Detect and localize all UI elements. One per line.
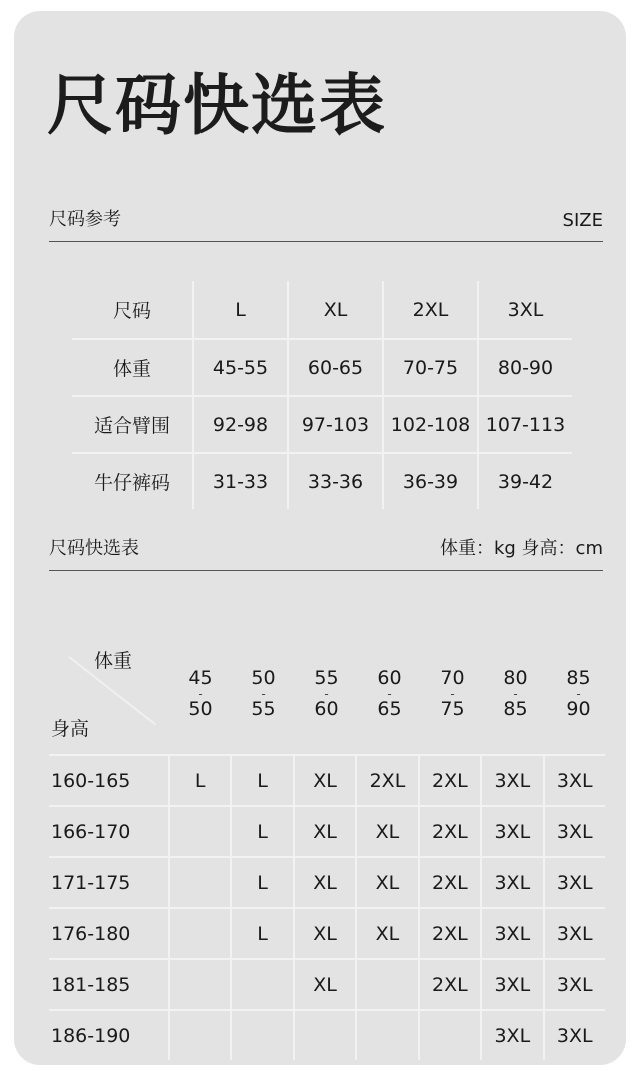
row-label: 尺码 [112,300,151,322]
weight-from: 60 [377,667,402,689]
weight-to: 50 [188,698,213,720]
reference-heading-size: SIZE [562,210,603,231]
weight-to: 90 [566,698,591,720]
size-cell: XL [293,909,355,958]
quick-select-heading [49,536,603,571]
page-title: 尺码快选表 [47,67,387,144]
row-label: 牛仔裤码 [72,452,192,509]
size-cell: L [230,756,292,805]
weight-from: 80 [503,667,528,689]
size-cell: 3XL [480,1011,542,1060]
size-cell: 3XL [543,807,605,856]
weight-to: 85 [503,698,528,720]
size-cell [168,858,230,907]
weight-axis-label: 体重 [94,650,133,672]
height-range: 186-190 [51,1024,131,1047]
size-cell: 3XL [480,858,542,907]
table-cell: 97-103 [287,395,382,452]
size-cell: 2XL [418,756,480,805]
size-cell: 3XL [543,858,605,907]
table-row [49,907,605,958]
quick-select-header [49,616,605,754]
size-cell [230,960,292,1009]
weight-separator: - [261,687,266,701]
table-row [49,805,605,856]
height-range: 166-170 [51,820,131,843]
size-cell: 3XL [543,909,605,958]
table-cell: 36-39 [382,452,477,509]
size-cell: L [230,858,292,907]
size-cell [168,807,230,856]
reference-heading [49,207,603,242]
size-cell: L [168,756,230,805]
row-label: 体重 [72,338,192,395]
table-cell: L [192,281,287,338]
size-cell [168,1011,230,1060]
weight-separator: - [513,687,518,701]
size-cell: XL [293,807,355,856]
size-cell: 3XL [480,909,542,958]
table-cell: 70-75 [382,338,477,395]
table-cell: 60-65 [287,338,382,395]
table-cell: 45-55 [192,338,287,395]
table-row [49,754,605,805]
quick-select-heading-label: 尺码快选表 [49,538,139,559]
size-cell: 3XL [543,1011,605,1060]
weight-from: 85 [566,667,591,689]
height-range: 181-185 [51,973,131,996]
weight-separator: - [387,687,392,701]
size-cell: 2XL [418,909,480,958]
table-cell: 3XL [477,281,572,338]
quick-select-body [49,754,605,1060]
size-cell: L [230,909,292,958]
table-row [72,452,572,509]
weight-column-header [232,668,295,720]
size-cell: 3XL [543,960,605,1009]
size-cell: XL [293,858,355,907]
size-cell: XL [355,807,417,856]
size-chart-card [14,11,626,1065]
weight-separator: - [324,687,329,701]
size-reference-table [72,281,572,509]
table-cell: 107-113 [477,395,572,452]
size-cell: 3XL [480,960,542,1009]
weight-column-header [358,668,421,720]
table-row [72,338,572,395]
size-cell: 2XL [355,756,417,805]
weight-separator: - [576,687,581,701]
size-cell [293,1011,355,1060]
size-cell: XL [293,756,355,805]
weight-from: 70 [440,667,465,689]
size-cell: XL [293,960,355,1009]
size-cell: L [230,807,292,856]
size-cell: 2XL [418,858,480,907]
weight-separator: - [198,687,203,701]
table-row [49,856,605,907]
height-range: 171-175 [51,871,131,894]
weight-from: 50 [251,667,276,689]
table-cell: 31-33 [192,452,287,509]
size-cell [355,960,417,1009]
size-cell: 2XL [418,960,480,1009]
weight-to: 55 [251,698,276,720]
height-range: 176-180 [51,922,131,945]
size-cell: 3XL [543,756,605,805]
table-row [49,958,605,1009]
table-cell: XL [287,281,382,338]
table-cell: 80-90 [477,338,572,395]
table-cell: 33-36 [287,452,382,509]
size-cell [418,1011,480,1060]
height-axis-label: 身高 [51,718,90,740]
weight-column-header [295,668,358,720]
row-label: 适合臂围 [72,395,192,452]
weight-to: 65 [377,698,402,720]
units-note: 体重：kg 身高：cm [439,538,603,559]
size-cell: 3XL [480,807,542,856]
size-cell [168,909,230,958]
weight-to: 75 [440,698,465,720]
table-row [72,395,572,452]
size-cell: 3XL [480,756,542,805]
height-range: 160-165 [51,769,131,792]
size-cell [355,1011,417,1060]
table-row [72,281,572,338]
weight-to: 60 [314,698,339,720]
table-row [49,1009,605,1060]
weight-separator: - [450,687,455,701]
reference-heading-label: 尺码参考 [49,209,121,230]
table-cell: 92-98 [192,395,287,452]
size-cell [230,1011,292,1060]
quick-select-table [49,616,605,1060]
weight-column-header [547,668,610,720]
weight-column-header [169,668,232,720]
table-cell: 102-108 [382,395,477,452]
size-cell: 2XL [418,807,480,856]
weight-from: 45 [188,667,213,689]
size-cell: XL [355,909,417,958]
weight-column-header [421,668,484,720]
weight-from: 55 [314,667,339,689]
size-cell [168,960,230,1009]
table-cell: 39-42 [477,452,572,509]
size-cell: XL [355,858,417,907]
weight-column-header [484,668,547,720]
table-cell: 2XL [382,281,477,338]
